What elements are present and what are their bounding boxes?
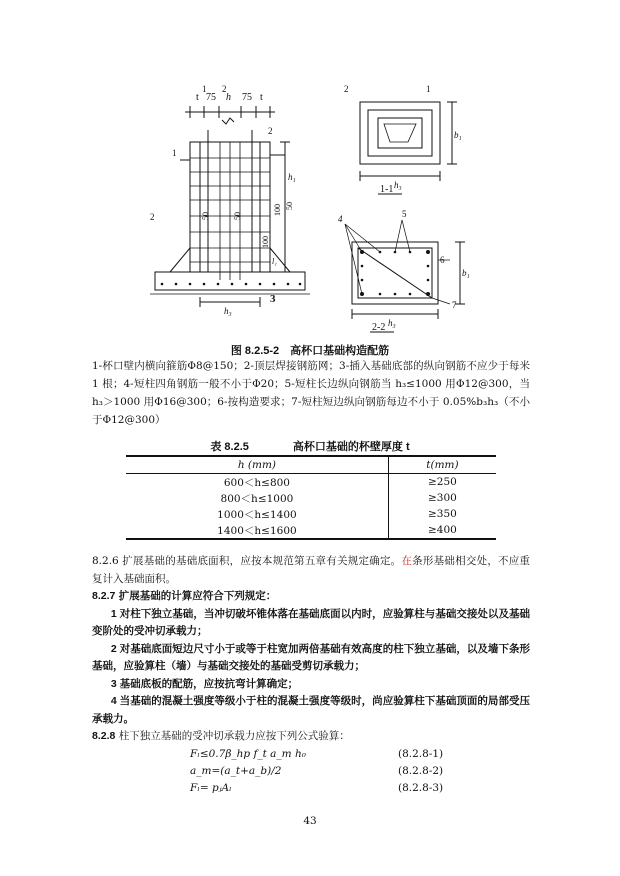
table-row (126, 474, 496, 491)
clause-number: 8.2.6 (92, 555, 119, 567)
column-header: h (mm) (126, 456, 388, 474)
dim-label: 100 (273, 204, 282, 216)
callout: 1 (172, 148, 177, 158)
dim-symbol: b₁ (462, 268, 470, 278)
callout: 2 (268, 126, 273, 136)
clause-8-2-7 (92, 588, 530, 606)
dim-symbol: h₃ (224, 306, 232, 316)
formula-number: (8.2.8-1) (398, 747, 444, 760)
formula-8-2-8-1 (92, 746, 530, 763)
clause-item: 4 当基础的混凝土强度等级小于柱的混凝土强度等级时，尚应验算柱下基础顶面的局部受压承载力。 (92, 695, 530, 725)
table-header-row (126, 456, 496, 474)
table-cell: 1400＜h≤1600 (126, 522, 388, 539)
dim-symbol: l₁ (272, 257, 278, 266)
table-row (126, 490, 496, 506)
dim-label: t (260, 92, 263, 103)
dim-symbol: h₃ (388, 318, 396, 328)
clause-number: 8.2.7 (92, 590, 116, 602)
cup-wall-thickness-table (126, 455, 496, 540)
dim-symbol: h₁ (288, 172, 296, 182)
clause-8-2-8 (92, 728, 530, 746)
clause-title: 扩展基础的计算应符合下列规定： (118, 590, 277, 602)
callout: 1 (426, 84, 431, 94)
table-row (126, 506, 496, 522)
figure-caption: 图 8.2.5-2 高杯口基础构造配筋 (230, 345, 390, 357)
dim-label: t (196, 92, 199, 103)
callout: 3 (270, 293, 276, 305)
table-cell: 1000＜h≤1400 (217, 508, 297, 521)
dim-label: h (226, 92, 231, 103)
clause-item: 1 对柱下独立基础，当冲切破坏锥体落在基础底面以内时，应验算柱与基础交接处以及基础变阶处的受冲切承载力； (92, 607, 530, 637)
foundation-reinforcement-figure (140, 80, 480, 340)
dim-label: 50 (285, 202, 294, 210)
table-cell: ≥350 (388, 506, 496, 522)
formula-8-2-8-3 (92, 780, 530, 797)
callout: 6 (440, 255, 445, 265)
formula-expression: a_m=(a_t+a_b)/2 (190, 764, 282, 777)
callout: 2 (344, 84, 349, 94)
formula-number: (8.2.8-2) (398, 764, 444, 777)
clause-text: 柱下独立基础的受冲切承载力应按下列公式验算： (118, 730, 350, 742)
clauses-body (92, 553, 530, 797)
table-cell: 600＜h≤800 (223, 476, 290, 489)
dim-label: 100 (261, 236, 270, 248)
formula-8-2-8-2 (92, 763, 530, 780)
callout: 7 (452, 300, 457, 310)
dim-label: 75 (206, 92, 216, 103)
highlighted-text: 在 (401, 555, 413, 567)
column-header: t(mm) (388, 456, 496, 474)
section-label: 1-1 (380, 184, 394, 195)
table-cell: ≥400 (388, 522, 496, 539)
dim-label: 75 (242, 92, 252, 103)
clause-text: 条形基础相交处，不应重复计入基础面积。 (92, 555, 531, 585)
table-cell: ≥250 (388, 474, 496, 491)
clause-item: 2 对基础底面短边尺寸小于或等于柱宽加两倍基础有效高度的柱下独立基础，以及墙下条形基础，应验算柱（墙）与基础交接处的基础受剪切承载力； (92, 642, 530, 672)
clause-item: 3 基础底板的配筋，应按抗弯计算确定； (110, 677, 299, 690)
formula-expression: Fₗ= pⱼAₗ (190, 781, 232, 794)
table-cell: 800＜h≤1000 (220, 492, 294, 505)
formula-expression: Fₗ≤0.7β_hp f_t a_m h₀ (190, 747, 306, 760)
table-caption: 表 8.2.5 高杯口基础的杯壁厚度 t (210, 441, 410, 453)
dim-symbol: h₃ (394, 180, 402, 190)
section-2-2-drawing (345, 220, 465, 332)
callout: 4 (338, 214, 343, 224)
callout: 1 (202, 84, 207, 94)
dim-label: 50 (201, 212, 210, 220)
dim-symbol: b₁ (454, 130, 462, 140)
clause-text: 扩展基础的基础底面积，应按本规范第五章有关规定确定。 (122, 555, 402, 567)
formula-number: (8.2.8-3) (398, 781, 444, 794)
figure-notes: 1-杯口壁内横向箍筋Φ8@150；2-顶层焊接钢筋网；3-插入基础底部的纵向钢筋不应少于每米 1 根；4-短柱四角钢筋一般不小于Φ20；5-短柱长边纵向钢筋当 h₃≤1000 用Φ12@300，当 h₃＞1000 用Φ16@300；6-按构造要求；7-短柱短边纵向钢筋每边不小于 0.05%b₃h₃（不小于Φ12@300） (92, 360, 530, 426)
section-1-1-drawing (360, 102, 457, 194)
clause-number: 8.2.8 (92, 730, 116, 742)
callout: 2 (222, 84, 227, 94)
dim-label: 50 (233, 212, 242, 220)
clause-8-2-6 (92, 553, 530, 588)
page-number: 43 (303, 815, 317, 827)
callout: 2 (150, 212, 155, 222)
table-row (126, 522, 496, 539)
section-label: 2-2 (372, 322, 386, 333)
table-cell: ≥300 (388, 490, 496, 506)
callout: 5 (402, 209, 407, 219)
